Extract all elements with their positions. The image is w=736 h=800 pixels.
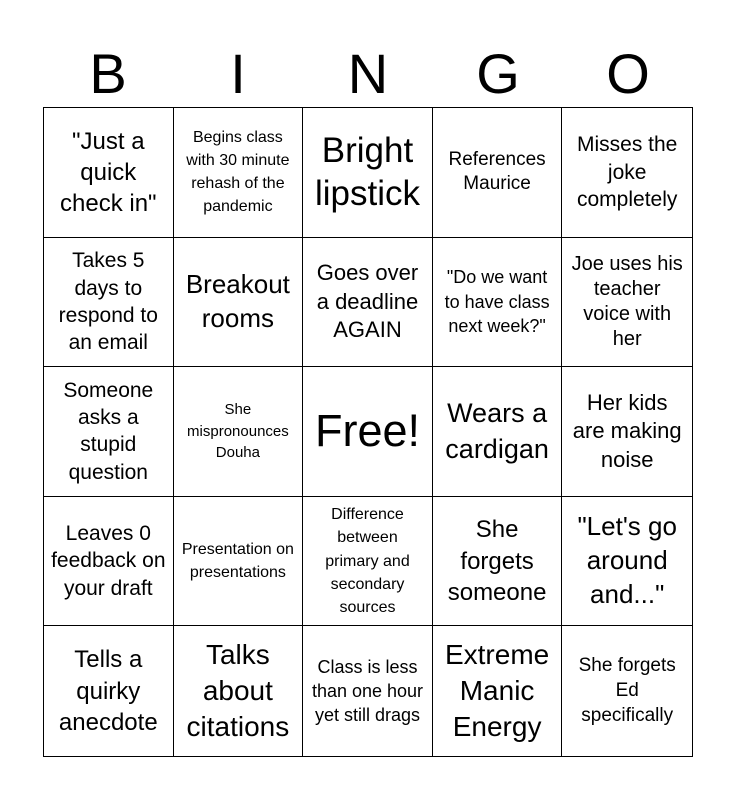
- cell-text: She mispronounces Douha: [187, 400, 289, 462]
- cell-text: Breakout rooms: [185, 269, 290, 333]
- header-letter-g: G: [476, 42, 520, 105]
- bingo-cell-r5c5[interactable]: [562, 626, 692, 756]
- bingo-cell-r3c3[interactable]: [303, 367, 433, 497]
- cell-text: Class is less than one hour yet still drags: [311, 656, 424, 726]
- cell-text: Wears a cardigan: [445, 398, 549, 465]
- cell-text: Difference between primary and secondary sources: [325, 506, 410, 616]
- header-letter-o: O: [606, 42, 650, 105]
- bingo-cell-r2c3[interactable]: [303, 238, 433, 368]
- cell-text: Her kids are making noise: [572, 389, 682, 472]
- bingo-cell-r5c1[interactable]: [44, 626, 174, 756]
- bingo-cell-r4c1[interactable]: [44, 497, 174, 627]
- bingo-cell-r2c2[interactable]: [174, 238, 304, 368]
- header-letter-n: N: [347, 42, 389, 105]
- cell-text: She forgets Ed specifically: [578, 655, 676, 726]
- bingo-cell-r1c4[interactable]: [433, 108, 563, 238]
- cell-text: Misses the joke completely: [577, 133, 678, 211]
- bingo-cell-r3c5[interactable]: [562, 367, 692, 497]
- cell-text: Leaves 0 feedback on your draft: [51, 522, 166, 600]
- cell-text: Goes over a deadline AGAIN: [316, 260, 419, 343]
- cell-text: Bright lipstick: [314, 130, 420, 214]
- cell-text: Tells a quirky anecdote: [58, 646, 158, 736]
- bingo-grid: [43, 107, 693, 757]
- bingo-cell-r4c2[interactable]: [174, 497, 304, 627]
- bingo-cell-r2c5[interactable]: [562, 238, 692, 368]
- bingo-cell-r1c2[interactable]: [174, 108, 304, 238]
- bingo-cell-r4c4[interactable]: [433, 497, 563, 627]
- free-space: Free!: [314, 405, 420, 457]
- header-letter-i: I: [230, 42, 246, 105]
- bingo-cell-r2c1[interactable]: [44, 238, 174, 368]
- bingo-cell-r2c4[interactable]: [433, 238, 563, 368]
- bingo-cell-r5c2[interactable]: [174, 626, 304, 756]
- bingo-header: [43, 40, 693, 108]
- bingo-cell-r5c4[interactable]: [433, 626, 563, 756]
- bingo-cell-r1c1[interactable]: [44, 108, 174, 238]
- cell-text: "Do we want to have class next week?": [444, 267, 550, 337]
- header-letter-b: B: [89, 42, 127, 105]
- cell-text: Takes 5 days to respond to an email: [58, 249, 158, 355]
- bingo-cell-r5c3[interactable]: [303, 626, 433, 756]
- cell-text: "Let's go around and...": [577, 511, 677, 609]
- cell-text: Joe uses his teacher voice with her: [571, 252, 683, 350]
- bingo-cell-r3c2[interactable]: [174, 367, 304, 497]
- cell-text: "Just a quick check in": [60, 127, 157, 217]
- bingo-cell-r4c5[interactable]: [562, 497, 692, 627]
- cell-text: Someone asks a stupid question: [63, 378, 154, 484]
- cell-text: She forgets someone: [447, 516, 547, 606]
- bingo-cell-r4c3[interactable]: [303, 497, 433, 627]
- cell-text: Talks about citations: [186, 638, 290, 743]
- cell-text: Begins class with 30 minute rehash of the pandemic: [186, 128, 290, 216]
- bingo-cell-r1c3[interactable]: [303, 108, 433, 238]
- cell-text: References Maurice: [448, 148, 546, 195]
- bingo-cell-r3c4[interactable]: [433, 367, 563, 497]
- cell-text: Extreme Manic Energy: [444, 638, 550, 743]
- bingo-cell-r3c1[interactable]: [44, 367, 174, 497]
- cell-text: Presentation on presentations: [181, 540, 294, 582]
- bingo-cell-r1c5[interactable]: [562, 108, 692, 238]
